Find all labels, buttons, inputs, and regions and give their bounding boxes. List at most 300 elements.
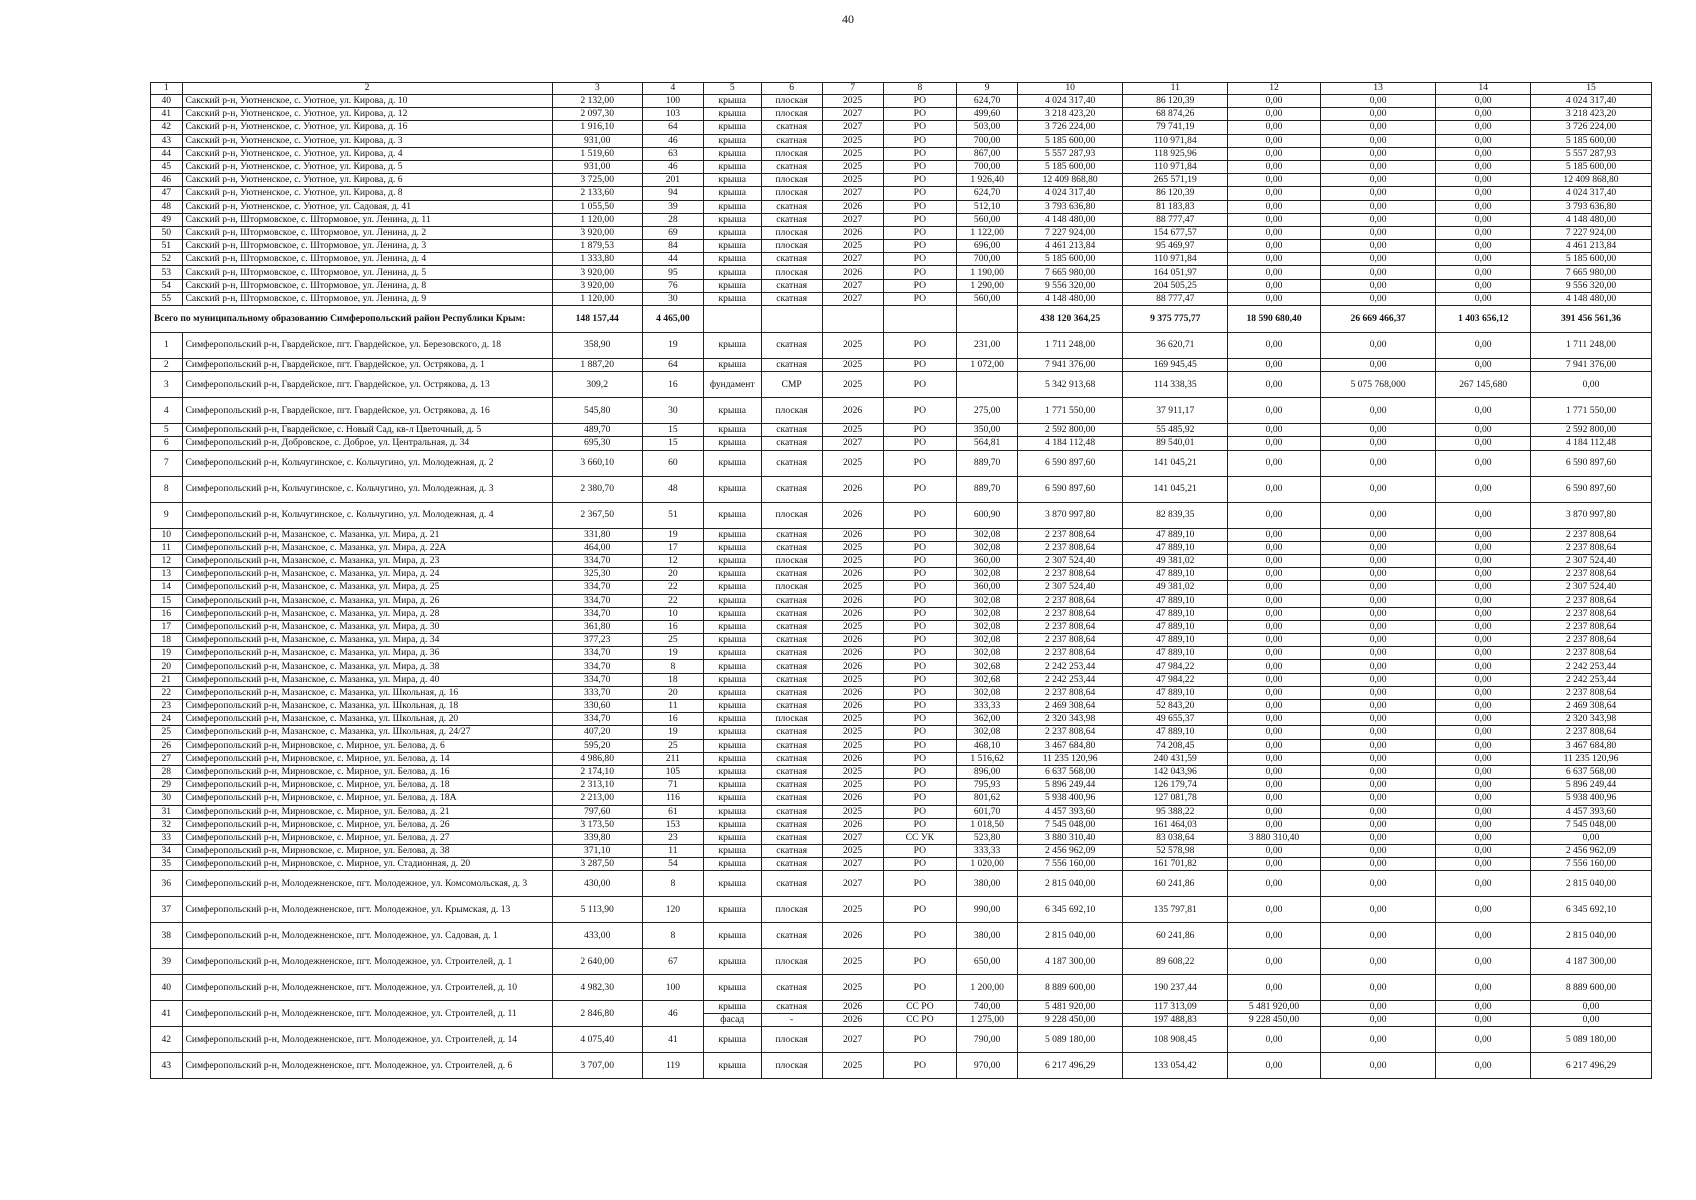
table-cell: РО <box>883 240 957 253</box>
table-row <box>151 620 1652 633</box>
table-cell: крыша <box>703 333 761 359</box>
table-cell: 2 640,00 <box>552 949 642 975</box>
table-cell: 0,00 <box>1320 686 1436 699</box>
table-cell: 2025 <box>822 765 883 778</box>
table-cell: скатная <box>761 831 822 844</box>
table-cell: РО <box>883 160 957 173</box>
table-row <box>151 1053 1652 1079</box>
table-cell: крыша <box>703 779 761 792</box>
table-cell: 84 <box>642 240 703 253</box>
table-cell: 2 313,10 <box>552 779 642 792</box>
table-cell: 1 711 248,00 <box>1531 333 1652 359</box>
table-cell: 71 <box>642 779 703 792</box>
table-cell: 0,00 <box>1320 528 1436 541</box>
table-cell: скатная <box>761 686 822 699</box>
table-cell: РО <box>883 739 957 752</box>
table-cell: 302,08 <box>957 607 1018 620</box>
table-cell: 0,00 <box>1320 333 1436 359</box>
table-cell: 0,00 <box>1228 134 1320 147</box>
table-cell: 4 461 213,84 <box>1018 240 1123 253</box>
table-cell: крыша <box>703 266 761 279</box>
table-cell: 0,00 <box>1436 975 1531 1001</box>
table-cell: фасад <box>703 1014 761 1027</box>
address-cell: Симферопольский р-н, Гвардейское, пгт. Гвардейское, ул. Острякова, д. 16 <box>182 398 552 424</box>
table-cell: 0,00 <box>1320 713 1436 726</box>
table-cell: 0,00 <box>1228 372 1320 398</box>
table-cell: СС РО <box>883 1014 957 1027</box>
table-cell: РО <box>883 134 957 147</box>
row-index: 25 <box>151 726 183 739</box>
table-cell: 5 185 600,00 <box>1018 253 1123 266</box>
table-cell: крыша <box>703 634 761 647</box>
table-cell: скатная <box>761 437 822 450</box>
row-index: 45 <box>151 160 183 173</box>
table-cell: 2025 <box>822 359 883 372</box>
table-cell: 2 237 808,64 <box>1018 634 1123 647</box>
table-cell: скатная <box>761 845 822 858</box>
address-cell: Симферопольский р-н, Кольчугинское, с. Кольчугино, ул. Молодежная, д. 3 <box>182 476 552 502</box>
table-cell: 52 578,98 <box>1123 845 1228 858</box>
address-cell: Симферопольский р-н, Молодежненское, пгт. Молодежное, ул. Строителей, д. 6 <box>182 1053 552 1079</box>
table-cell: 0,00 <box>1320 765 1436 778</box>
table-cell: крыша <box>703 108 761 121</box>
table-cell: 0,00 <box>1320 634 1436 647</box>
row-index: 16 <box>151 607 183 620</box>
table-cell: 2027 <box>822 858 883 871</box>
table-cell: 100 <box>642 975 703 1001</box>
table-cell: 47 889,10 <box>1123 607 1228 620</box>
table-cell: 76 <box>642 279 703 292</box>
table-cell: РО <box>883 765 957 778</box>
table-cell: 0,00 <box>1531 1001 1652 1014</box>
table-cell: 302,08 <box>957 647 1018 660</box>
table-cell: 6 217 496,29 <box>1531 1053 1652 1079</box>
table-row <box>151 213 1652 226</box>
table-cell: 4 187 300,00 <box>1018 949 1123 975</box>
table-cell: 161 464,03 <box>1123 818 1228 831</box>
table-cell: РО <box>883 213 957 226</box>
table-cell: 1 122,00 <box>957 226 1018 239</box>
address-cell: Симферопольский р-н, Молодежненское, пгт. Молодежное, ул. Крымская, д. 13 <box>182 897 552 923</box>
table-cell: 1 020,00 <box>957 858 1018 871</box>
table-cell: 3 467 684,80 <box>1018 739 1123 752</box>
row-index: 39 <box>151 949 183 975</box>
table-cell: 0,00 <box>1436 240 1531 253</box>
table-cell: 9 228 450,00 <box>1228 1014 1320 1027</box>
table-cell: РО <box>883 897 957 923</box>
table-cell: 0,00 <box>1436 805 1531 818</box>
address-cell: Симферопольский р-н, Кольчугинское, с. Кольчугино, ул. Молодежная, д. 4 <box>182 502 552 528</box>
address-cell: Симферопольский р-н, Мазанское, с. Мазанка, ул. Мира, д. 38 <box>182 660 552 673</box>
table-cell: скатная <box>761 975 822 1001</box>
table-cell: 1 200,00 <box>957 975 1018 1001</box>
table-cell: скатная <box>761 607 822 620</box>
table-cell: РО <box>883 253 957 266</box>
address-cell: Сакский р-н, Уютненское, с. Уютное, ул. Кирова, д. 3 <box>182 134 552 147</box>
table-cell: 5 185 600,00 <box>1531 134 1652 147</box>
table-cell: 60 <box>642 450 703 476</box>
row-index: 11 <box>151 541 183 554</box>
table-cell: 2026 <box>822 1001 883 1014</box>
table-cell: 0,00 <box>1228 673 1320 686</box>
table-cell: 302,08 <box>957 541 1018 554</box>
table-cell: 142 043,96 <box>1123 765 1228 778</box>
table-row <box>151 700 1652 713</box>
table-cell: 3 870 997,80 <box>1018 502 1123 528</box>
table-cell: 0,00 <box>1320 607 1436 620</box>
table-cell: крыша <box>703 647 761 660</box>
table-cell: 371,10 <box>552 845 642 858</box>
table-cell: 0,00 <box>1320 200 1436 213</box>
total-label: Всего по муниципальному образованию Симферопольский район Республики Крым: <box>151 306 553 333</box>
table-cell: крыша <box>703 359 761 372</box>
table-cell: 333,33 <box>957 845 1018 858</box>
table-cell: 0,00 <box>1436 594 1531 607</box>
table-cell: крыша <box>703 240 761 253</box>
table-cell: 0,00 <box>1436 1053 1531 1079</box>
table-row <box>151 634 1652 647</box>
address-cell: Симферопольский р-н, Мазанское, с. Мазанка, ул. Мира, д. 21 <box>182 528 552 541</box>
table-cell: 6 217 496,29 <box>1018 1053 1123 1079</box>
table-cell: 3 287,50 <box>552 858 642 871</box>
row-index: 47 <box>151 187 183 200</box>
table-cell: 49 381,02 <box>1123 581 1228 594</box>
table-cell <box>822 306 883 333</box>
table-cell: 12 <box>642 554 703 567</box>
table-cell: 700,00 <box>957 160 1018 173</box>
table-cell: 16 <box>642 372 703 398</box>
table-cell: 2 815 040,00 <box>1531 923 1652 949</box>
table-cell: 0,00 <box>1228 779 1320 792</box>
row-index: 42 <box>151 1027 183 1053</box>
table-cell: 2 592 800,00 <box>1531 424 1652 437</box>
address-cell: Симферопольский р-н, Добровское, с. Доброе, ул. Центральная, д. 34 <box>182 437 552 450</box>
table-cell: 4 184 112,48 <box>1531 437 1652 450</box>
row-index: 51 <box>151 240 183 253</box>
table-cell: 103 <box>642 108 703 121</box>
address-cell: Симферопольский р-н, Мирновское, с. Мирное, ул. Белова, д. 26 <box>182 818 552 831</box>
address-cell: Симферопольский р-н, Гвардейское, пгт. Гвардейское, ул. Острякова, д. 1 <box>182 359 552 372</box>
row-index: 5 <box>151 424 183 437</box>
table-cell: 0,00 <box>1228 634 1320 647</box>
table-cell: 0,00 <box>1228 174 1320 187</box>
address-cell: Сакский р-н, Уютненское, с. Уютное, ул. Кирова, д. 4 <box>182 147 552 160</box>
table-cell: 6 590 897,60 <box>1531 450 1652 476</box>
table-cell: 377,23 <box>552 634 642 647</box>
table-cell: 2 237 808,64 <box>1531 634 1652 647</box>
table-cell: 302,08 <box>957 686 1018 699</box>
table-cell: 2025 <box>822 673 883 686</box>
table-cell: 2026 <box>822 700 883 713</box>
table-cell: 339,80 <box>552 831 642 844</box>
table-cell: 154 677,57 <box>1123 226 1228 239</box>
table-cell: 30 <box>642 292 703 305</box>
table-cell: РО <box>883 949 957 975</box>
table-cell: 0,00 <box>1228 660 1320 673</box>
table-cell: 7 941 376,00 <box>1531 359 1652 372</box>
table-cell: крыша <box>703 620 761 633</box>
address-cell: Симферопольский р-н, Мазанское, с. Мазанка, ул. Мира, д. 22А <box>182 541 552 554</box>
table-cell: 3 725,00 <box>552 174 642 187</box>
table-cell: 0,00 <box>1228 858 1320 871</box>
table-cell: 0,00 <box>1436 95 1531 108</box>
table-cell: 0,00 <box>1228 450 1320 476</box>
table-cell: 0,00 <box>1320 700 1436 713</box>
table-cell: 0,00 <box>1320 845 1436 858</box>
table-row <box>151 581 1652 594</box>
table-cell: РО <box>883 424 957 437</box>
table-cell: 1 055,50 <box>552 200 642 213</box>
table-cell: 6 590 897,60 <box>1531 476 1652 502</box>
table-cell: крыша <box>703 805 761 818</box>
table-cell: 0,00 <box>1228 200 1320 213</box>
table-cell: 0,00 <box>1228 594 1320 607</box>
table-cell: 46 <box>642 134 703 147</box>
table-cell: 2026 <box>822 923 883 949</box>
table-cell: 2 307 524,40 <box>1018 554 1123 567</box>
row-index: 40 <box>151 95 183 108</box>
table-cell: 265 571,19 <box>1123 174 1228 187</box>
table-cell: скатная <box>761 292 822 305</box>
total-area: 148 157,44 <box>552 306 642 333</box>
table-cell: 4 024 317,40 <box>1018 187 1123 200</box>
table-row <box>151 279 1652 292</box>
table-cell: 47 984,22 <box>1123 660 1228 673</box>
table-cell: 0,00 <box>1228 541 1320 554</box>
table-cell: плоская <box>761 95 822 108</box>
row-index: 31 <box>151 805 183 818</box>
table-cell: 2 237 808,64 <box>1018 607 1123 620</box>
table-cell: 3 920,00 <box>552 279 642 292</box>
table-cell: 0,00 <box>1531 1014 1652 1027</box>
table-cell: 0,00 <box>1320 673 1436 686</box>
table-cell: 0,00 <box>1436 398 1531 424</box>
table-cell: 83 038,64 <box>1123 831 1228 844</box>
table-cell: 4 187 300,00 <box>1531 949 1652 975</box>
table-cell: 601,70 <box>957 805 1018 818</box>
table-cell: 211 <box>642 752 703 765</box>
table-cell: 407,20 <box>552 726 642 739</box>
table-cell: РО <box>883 541 957 554</box>
table-cell: 0,00 <box>1228 95 1320 108</box>
table-cell: 334,70 <box>552 607 642 620</box>
table-cell: 2 815 040,00 <box>1018 923 1123 949</box>
table-cell: 503,00 <box>957 121 1018 134</box>
table-cell: 0,00 <box>1436 554 1531 567</box>
table-cell: скатная <box>761 594 822 607</box>
table-cell: 358,90 <box>552 333 642 359</box>
table-row <box>151 187 1652 200</box>
table-cell: 0,00 <box>1320 147 1436 160</box>
table-cell: 3 467 684,80 <box>1531 739 1652 752</box>
table-cell: 0,00 <box>1320 581 1436 594</box>
table-cell: 2 307 524,40 <box>1018 581 1123 594</box>
table-cell: 0,00 <box>1436 845 1531 858</box>
table-cell: 0,00 <box>1228 765 1320 778</box>
table-cell: 0,00 <box>1436 713 1531 726</box>
table-cell: 0,00 <box>1320 975 1436 1001</box>
table-cell: 0,00 <box>1436 424 1531 437</box>
table-cell: 2 237 808,64 <box>1531 541 1652 554</box>
table-cell: 7 545 048,00 <box>1018 818 1123 831</box>
table-cell: 16 <box>642 713 703 726</box>
table-cell: 464,00 <box>552 541 642 554</box>
table-cell: 1 771 550,00 <box>1018 398 1123 424</box>
table-cell: 1 072,00 <box>957 359 1018 372</box>
table-row <box>151 858 1652 871</box>
table-cell: 5 896 249,44 <box>1018 779 1123 792</box>
table-cell: 2 237 808,64 <box>1018 726 1123 739</box>
table-row <box>151 372 1652 398</box>
table-cell: 889,70 <box>957 476 1018 502</box>
table-cell: 0,00 <box>1320 831 1436 844</box>
column-number: 4 <box>642 83 703 95</box>
table-cell: 2025 <box>822 581 883 594</box>
table-cell: крыша <box>703 121 761 134</box>
row-index: 35 <box>151 858 183 871</box>
table-cell: 51 <box>642 502 703 528</box>
table-cell: крыша <box>703 871 761 897</box>
table-cell: 325,30 <box>552 568 642 581</box>
row-index: 8 <box>151 476 183 502</box>
table-cell: РО <box>883 450 957 476</box>
table-cell: крыша <box>703 752 761 765</box>
table-cell: 2025 <box>822 845 883 858</box>
table-cell: 2026 <box>822 568 883 581</box>
table-cell: 47 889,10 <box>1123 568 1228 581</box>
table-cell: 2025 <box>822 739 883 752</box>
table-cell: РО <box>883 752 957 765</box>
table-cell: 2026 <box>822 502 883 528</box>
table-cell: РО <box>883 805 957 818</box>
table-body <box>151 83 1652 1079</box>
table-cell: РО <box>883 673 957 686</box>
table-cell: 1 120,00 <box>552 213 642 226</box>
table-cell: крыша <box>703 502 761 528</box>
table-cell: 0,00 <box>1228 686 1320 699</box>
table-cell: скатная <box>761 779 822 792</box>
table-cell: 0,00 <box>1320 1053 1436 1079</box>
table-cell: 468,10 <box>957 739 1018 752</box>
table-cell: 2025 <box>822 450 883 476</box>
table-cell: 0,00 <box>1320 554 1436 567</box>
table-cell: 2026 <box>822 660 883 673</box>
table-cell: 25 <box>642 634 703 647</box>
table-cell: 0,00 <box>1436 541 1531 554</box>
table-cell: 5 075 768,000 <box>1320 372 1436 398</box>
table-cell: 161 701,82 <box>1123 858 1228 871</box>
table-cell: 0,00 <box>1436 147 1531 160</box>
column-number: 7 <box>822 83 883 95</box>
table-cell: 2 592 800,00 <box>1018 424 1123 437</box>
table-cell: 0,00 <box>1228 975 1320 1001</box>
table-cell: РО <box>883 147 957 160</box>
table-cell: 3 793 636,80 <box>1531 200 1652 213</box>
table-cell: 624,70 <box>957 187 1018 200</box>
address-cell: Симферопольский р-н, Мирновское, с. Мирное, ул. Белова, д. 6 <box>182 739 552 752</box>
table-cell: 350,00 <box>957 424 1018 437</box>
table-cell: 0,00 <box>1320 792 1436 805</box>
table-cell: крыша <box>703 253 761 266</box>
row-index: 20 <box>151 660 183 673</box>
table-cell: 560,00 <box>957 292 1018 305</box>
table-cell: крыша <box>703 187 761 200</box>
table-cell: 0,00 <box>1436 121 1531 134</box>
table-cell: 0,00 <box>1436 765 1531 778</box>
table-cell: крыша <box>703 975 761 1001</box>
table-cell: СС РО <box>883 1001 957 1014</box>
table-cell: 89 608,22 <box>1123 949 1228 975</box>
address-cell: Симферопольский р-н, Молодежненское, пгт. Молодежное, ул. Строителей, д. 11 <box>182 1001 552 1027</box>
address-cell: Сакский р-н, Уютненское, с. Уютное, ул. Садовая, д. 41 <box>182 200 552 213</box>
table-cell: плоская <box>761 949 822 975</box>
table-cell: 5 938 400,96 <box>1018 792 1123 805</box>
table-cell: 0,00 <box>1436 831 1531 844</box>
address-cell: Симферопольский р-н, Мазанское, с. Мазанка, ул. Школьная, д. 18 <box>182 700 552 713</box>
row-index: 41 <box>151 1001 183 1027</box>
table-cell: 0,00 <box>1436 266 1531 279</box>
table-cell: 1 018,50 <box>957 818 1018 831</box>
table-cell: РО <box>883 528 957 541</box>
table-cell: 28 <box>642 213 703 226</box>
row-index: 22 <box>151 686 183 699</box>
address-cell: Симферопольский р-н, Мирновское, с. Мирное, ул. Белова, д. 18А <box>182 792 552 805</box>
table-cell: 0,00 <box>1436 174 1531 187</box>
table-cell: 4 457 393,60 <box>1531 805 1652 818</box>
table-cell: 0,00 <box>1228 279 1320 292</box>
table-cell: 8 <box>642 871 703 897</box>
table-cell: 361,80 <box>552 620 642 633</box>
table-cell: 0,00 <box>1320 923 1436 949</box>
table-cell: 2025 <box>822 372 883 398</box>
table-cell: 0,00 <box>1228 726 1320 739</box>
row-index: 18 <box>151 634 183 647</box>
row-index: 14 <box>151 581 183 594</box>
table-cell: 334,70 <box>552 594 642 607</box>
table-cell: 95 <box>642 266 703 279</box>
table-cell: 3 173,50 <box>552 818 642 831</box>
table-cell: 309,2 <box>552 372 642 398</box>
address-cell: Симферопольский р-н, Мазанское, с. Мазанка, ул. Мира, д. 24 <box>182 568 552 581</box>
address-cell: Симферопольский р-н, Мазанское, с. Мазанка, ул. Школьная, д. 20 <box>182 713 552 726</box>
table-cell: 1 290,00 <box>957 279 1018 292</box>
table-row <box>151 266 1652 279</box>
table-row <box>151 476 1652 502</box>
table-cell: скатная <box>761 160 822 173</box>
table-cell: 7 941 376,00 <box>1018 359 1123 372</box>
table-cell: крыша <box>703 594 761 607</box>
table-cell: 2026 <box>822 792 883 805</box>
table-cell: 0,00 <box>1320 174 1436 187</box>
table-cell: 1 275,00 <box>957 1014 1018 1027</box>
table-cell: 0,00 <box>1436 253 1531 266</box>
table-cell: 0,00 <box>1320 437 1436 450</box>
table-cell: 2026 <box>822 686 883 699</box>
table-cell: 5 185 600,00 <box>1018 134 1123 147</box>
table-cell: 110 971,84 <box>1123 160 1228 173</box>
table-cell: 117 313,09 <box>1123 1001 1228 1014</box>
table-row <box>151 845 1652 858</box>
table-cell: 3 726 224,00 <box>1531 121 1652 134</box>
table-cell: 1 711 248,00 <box>1018 333 1123 359</box>
table-cell: скатная <box>761 673 822 686</box>
table-cell: скатная <box>761 818 822 831</box>
table-cell: 5 185 600,00 <box>1531 160 1652 173</box>
table-cell: 54 <box>642 858 703 871</box>
table-cell: 2 237 808,64 <box>1531 568 1652 581</box>
table-cell: 3 920,00 <box>552 226 642 239</box>
table-cell: 0,00 <box>1320 647 1436 660</box>
